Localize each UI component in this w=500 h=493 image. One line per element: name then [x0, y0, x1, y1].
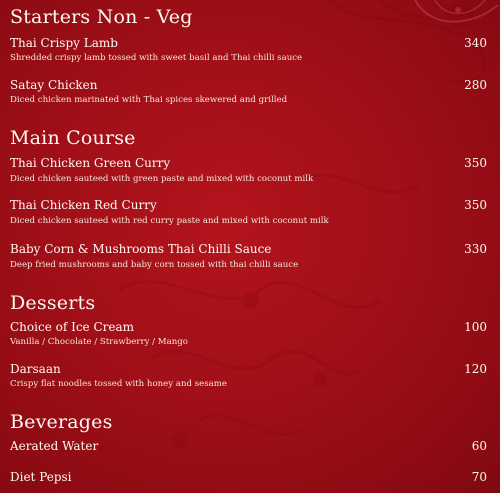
menu-item-name: Aerated Water — [10, 439, 99, 453]
menu-item-name: Darsaan — [10, 362, 61, 376]
menu-item-name: Diet Pepsi — [10, 470, 72, 484]
menu-item-desc: Crispy flat noodles tossed with honey and sesame — [10, 379, 227, 389]
section-title-starters: Starters Non - Veg — [10, 6, 193, 28]
menu-item-price: 280 — [464, 78, 487, 92]
menu-item-desc: Shredded crispy lamb tossed with sweet basil and Thai chilli sauce — [10, 53, 303, 63]
section-title-beverages: Beverages — [10, 411, 113, 433]
menu-item-name: Baby Corn & Mushrooms Thai Chilli Sauce — [10, 242, 272, 256]
menu-item-name: Satay Chicken — [10, 78, 98, 92]
section-title-desserts: Desserts — [10, 292, 96, 314]
menu-item-price: 340 — [464, 36, 487, 50]
corner-ornament — [410, 0, 500, 32]
menu-item-price: 330 — [464, 242, 487, 256]
menu-item-desc: Vanilla / Chocolate / Strawberry / Mango — [10, 337, 188, 347]
menu-item-name: Thai Chicken Green Curry — [10, 156, 171, 170]
menu-item-name: Choice of Ice Cream — [10, 320, 135, 334]
menu-item-desc: Diced chicken sauteed with green paste and mixed with coconut milk — [10, 174, 314, 184]
menu-item-name: Thai Chicken Red Curry — [10, 198, 157, 212]
menu-item-desc: Diced chicken sauteed with red curry paste and mixed with coconut milk — [10, 216, 329, 226]
menu-item-price: 100 — [464, 320, 487, 334]
menu-item-desc: Diced chicken marinated with Thai spices skewered and grilled — [10, 95, 288, 105]
menu-item-price: 350 — [464, 198, 487, 212]
menu-item-price: 70 — [471, 470, 487, 484]
menu-item-price: 350 — [464, 156, 487, 170]
section-title-main-course: Main Course — [10, 127, 136, 149]
menu-item-desc: Deep fried mushrooms and baby corn tossed with thai chilli sauce — [10, 260, 299, 270]
menu-item-price: 120 — [464, 362, 487, 376]
menu-item-price: 60 — [471, 439, 487, 453]
menu-item-name: Thai Crispy Lamb — [10, 36, 118, 50]
